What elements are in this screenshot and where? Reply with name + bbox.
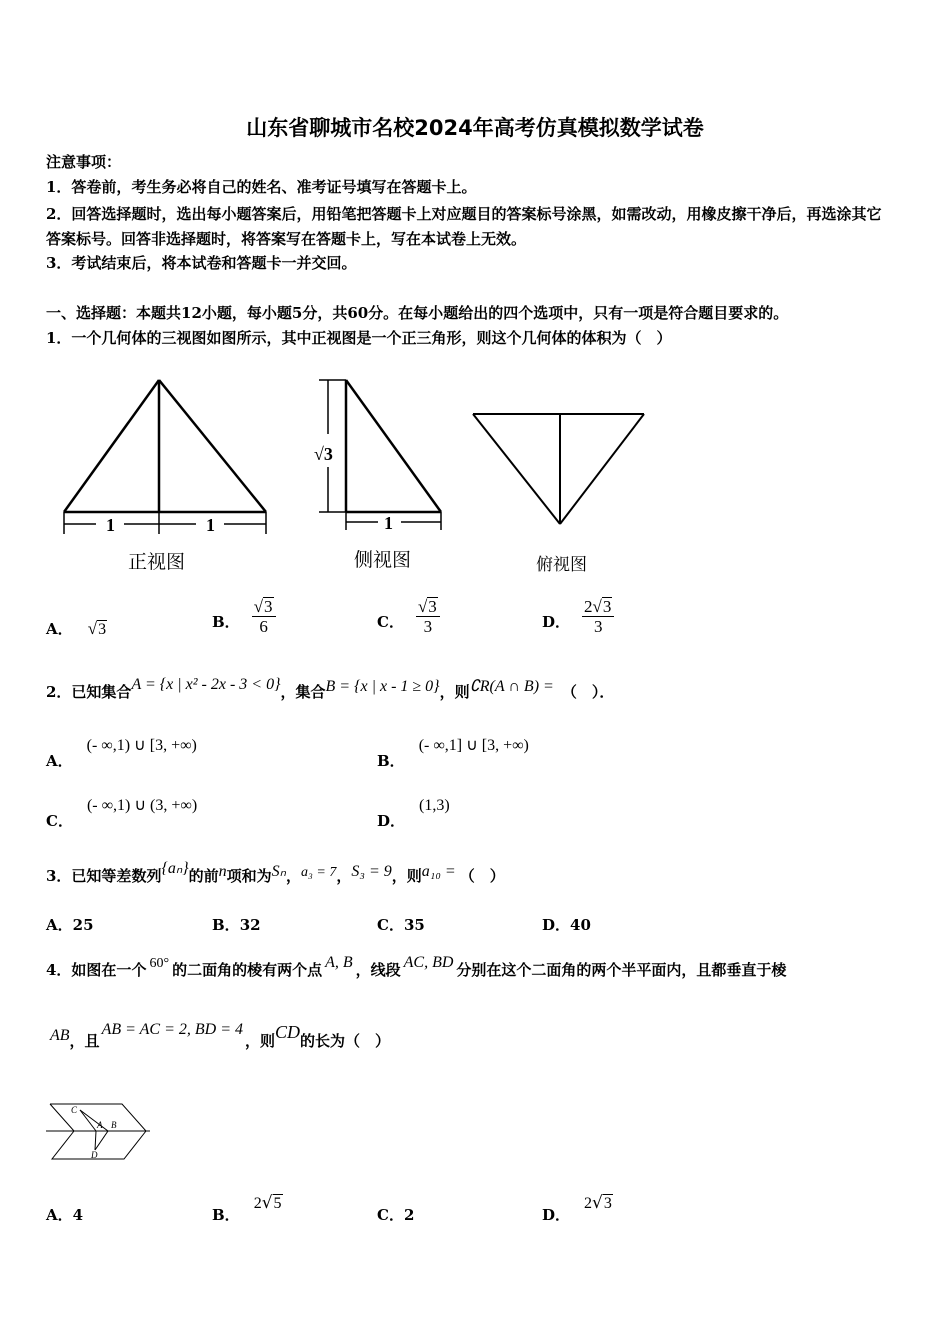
question-3-stem: [46, 860, 505, 888]
q3-option-b[interactable]: [212, 914, 261, 935]
q3-option-b-label: B．: [212, 916, 240, 934]
q3-mid2: 项和为: [226, 867, 272, 885]
front-label-right: 1: [206, 515, 215, 535]
fig-label-c: C: [71, 1105, 78, 1115]
q2-option-c[interactable]: [46, 794, 198, 830]
q1-option-b-label: B．: [212, 613, 240, 631]
q1-option-d-fraction: [582, 597, 614, 636]
q1-option-d-den: 3: [593, 617, 603, 636]
q3-mid1: 的前: [188, 867, 219, 885]
q4-angle: 60°: [149, 956, 170, 971]
q3-n: n: [218, 863, 227, 880]
q2-option-b[interactable]: [377, 734, 529, 770]
q3-a3: a₃ = 7: [301, 865, 337, 880]
q2-option-d[interactable]: [377, 794, 450, 830]
q4-segs: AC, BD: [403, 954, 454, 971]
q4-option-a-value: 4: [72, 1206, 84, 1224]
question-1-stem: 1．一个几何体的三视图如图所示，其中正视图是一个正三角形，则这个几何体的体积为（ ）: [46, 329, 672, 347]
q4-option-c[interactable]: [377, 1204, 414, 1225]
q4-option-b[interactable]: [212, 1192, 283, 1224]
sqrt-icon: √: [592, 1193, 603, 1213]
q4-mid1: 的二面角的棱有两个点: [172, 961, 323, 979]
q4-option-c-label: C．: [377, 1206, 404, 1224]
three-view-figure: [56, 372, 656, 582]
front-view-caption: 正视图: [128, 552, 186, 573]
q3-comma2: ，: [336, 867, 352, 885]
notice-item-2: 2．回答选择题时，选出每小题答案后，用铅笔把答题卡上对应题目的答案标号涂黑，如需改动，用橡皮擦干净后，再选涂其它答案标号。回答非选择题时，将答案写在答题卡上，写在本试卷上无效。: [46, 205, 882, 248]
q4-option-b-label: B．: [212, 1206, 240, 1224]
q2-set-a: A = {x | x² - 2x - 3 < 0}: [131, 676, 281, 693]
q1-option-b[interactable]: [212, 597, 276, 636]
q3-option-c-label: C．: [377, 916, 404, 934]
q4-option-d-coef: 2: [584, 1195, 593, 1212]
q2-option-a[interactable]: [46, 734, 197, 770]
q2-option-a-value: (- ∞,1) ∪ [3, +∞): [86, 737, 197, 754]
q4-mid3: 分别在这个二面角的两个半平面内，且都垂直于棱: [456, 961, 787, 979]
q2-suffix: （ ）．: [561, 683, 615, 701]
side-view-caption: 侧视图: [354, 550, 412, 571]
dihedral-angle-figure: [46, 1098, 150, 1164]
question-4-stem-line2: [50, 1021, 391, 1052]
q4-and: ，且: [69, 1032, 100, 1050]
q2-option-d-label: D．: [377, 812, 406, 830]
q3-option-a-label: A．: [46, 916, 73, 934]
page-title: 山东省聊城市名校2024年高考仿真模拟数学试卷: [246, 116, 704, 140]
q4-cd: CD: [275, 1022, 301, 1042]
q3-option-d-label: D．: [542, 916, 571, 934]
notice-item-1: 1．答卷前，考生务必将自己的姓名、准考证号填写在答题卡上。: [46, 178, 477, 196]
q4-points: A, B: [325, 954, 353, 971]
q3-option-c-value: 35: [403, 916, 425, 934]
q3-a10: a₁₀ =: [421, 863, 456, 880]
q3-seq: {aₙ}: [161, 860, 189, 877]
front-label-left: 1: [106, 515, 115, 535]
q2-option-c-value: (- ∞,1) ∪ (3, +∞): [86, 797, 198, 814]
section-heading: 一、选择题：本题共12小题，每小题5分，共60分。在每小题给出的四个选项中，只有一项是符合题目要求的。: [46, 304, 789, 322]
q1-option-d[interactable]: [542, 597, 614, 636]
side-view: [319, 380, 441, 530]
front-view: [64, 380, 266, 534]
q1-option-b-den: 6: [259, 617, 268, 636]
notice-heading: 注意事项：: [46, 153, 122, 171]
sqrt-icon: √: [261, 1193, 273, 1213]
q4-option-b-coef: 2: [253, 1195, 262, 1212]
q1-option-c-den: 3: [423, 617, 433, 636]
q4-option-d-root: 3: [603, 1195, 612, 1212]
q1-option-d-label: D．: [542, 613, 571, 631]
q3-option-d[interactable]: [542, 914, 591, 935]
q4-ab: AB: [50, 1027, 70, 1044]
q4-option-c-value: 2: [403, 1206, 415, 1224]
q4-prefix: 4．如图在一个: [46, 961, 147, 979]
fig-label-d: D: [91, 1150, 98, 1160]
q4-then: ，则: [244, 1032, 275, 1050]
q3-prefix: 3．已知等差数列: [46, 867, 162, 885]
q3-then: ，则: [391, 867, 422, 885]
q3-suffix: （ ）: [459, 867, 505, 885]
q2-then: ，则: [439, 683, 470, 701]
q3-option-b-value: 32: [239, 916, 261, 934]
q4-cond: AB = AC = 2, BD = 4: [101, 1021, 243, 1038]
q3-option-a[interactable]: [46, 914, 94, 935]
q3-s3: S₃ = 9: [351, 863, 392, 880]
q4-suffix: 的长为（ ）: [300, 1032, 391, 1050]
q1-option-c-num: 3: [428, 597, 437, 616]
q2-option-d-value: (1,3): [419, 797, 450, 814]
q1-option-a-value: 3: [98, 621, 107, 638]
q3-comma: ，: [286, 867, 302, 885]
q3-option-a-value: 25: [72, 916, 94, 934]
q1-option-c[interactable]: [377, 597, 440, 636]
q2-mid: ，集合: [280, 683, 326, 701]
q2-option-a-label: A．: [46, 752, 73, 770]
q3-option-d-value: 40: [570, 916, 591, 934]
q2-set-b: B = {x | x - 1 ≥ 0}: [325, 678, 440, 695]
side-height-label: √3: [314, 444, 333, 464]
q1-option-d-num: 3: [602, 597, 612, 616]
top-view-caption: 俯视图: [536, 555, 587, 574]
sqrt-icon: √: [417, 597, 428, 616]
q3-option-c[interactable]: [377, 914, 425, 935]
fig-label-a: A: [97, 1120, 103, 1130]
sqrt-icon: √: [87, 619, 98, 638]
q1-option-a-label: A．: [46, 620, 73, 638]
q4-mid2: ，线段: [355, 961, 401, 979]
q4-option-a[interactable]: [46, 1204, 83, 1225]
q1-option-c-fraction: [416, 597, 440, 636]
side-bottom-label: 1: [384, 513, 393, 533]
q1-option-c-label: C．: [377, 613, 404, 631]
question-2-stem: [46, 676, 615, 703]
sqrt-icon: √: [592, 597, 602, 616]
question-4-stem-line1: [46, 954, 787, 982]
q4-option-d[interactable]: [542, 1192, 613, 1224]
sqrt-icon: √: [253, 597, 264, 616]
q4-option-d-label: D．: [542, 1206, 571, 1224]
q3-sn: Sₙ: [271, 863, 287, 880]
q1-option-b-fraction: [252, 597, 276, 636]
q4-option-b-root: 5: [273, 1195, 282, 1212]
q2-expr: ∁R(A ∩ B) =: [469, 678, 554, 695]
top-view: [473, 414, 644, 524]
q2-prefix: 2．已知集合: [46, 683, 132, 701]
notice-item-3: 3．考试结束后，将本试卷和答题卡一并交回。: [46, 254, 357, 272]
fig-label-b: B: [111, 1120, 117, 1130]
q1-option-b-num: 3: [264, 597, 273, 616]
q2-option-b-label: B．: [377, 752, 405, 770]
q2-option-c-label: C．: [46, 812, 73, 830]
q2-option-b-value: (- ∞,1] ∪ [3, +∞): [418, 737, 529, 754]
q1-option-d-coef: 2: [584, 597, 593, 616]
q1-option-a[interactable]: [46, 618, 107, 639]
q4-option-a-label: A．: [46, 1206, 73, 1224]
